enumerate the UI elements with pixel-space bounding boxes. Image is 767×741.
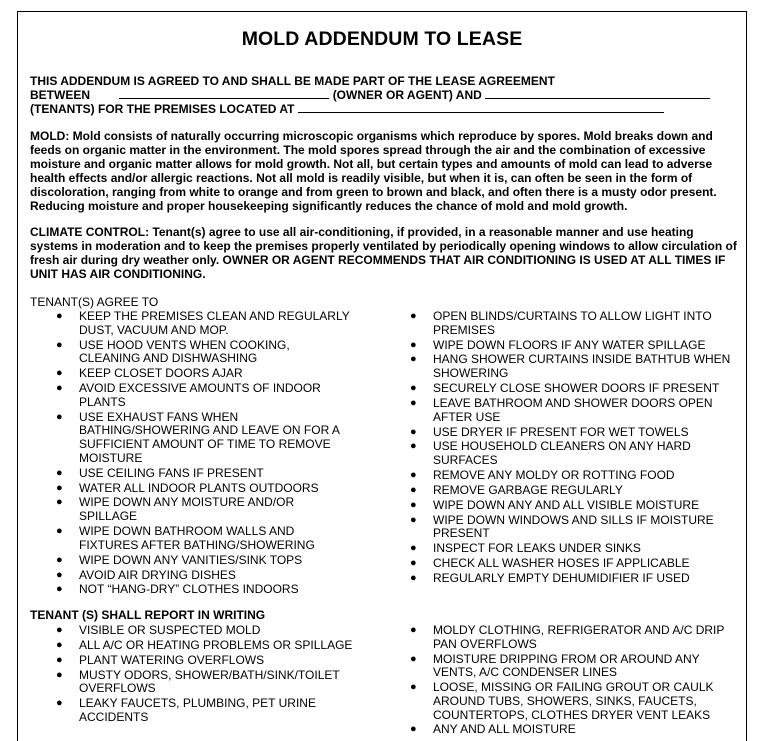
bullet-icon: ● <box>410 425 417 438</box>
list-item: ● KEEP THE PREMISES CLEAN AND REGULARLY DUST, VACUUM AND MOP. <box>56 309 350 337</box>
bullet-icon: ● <box>410 353 417 366</box>
bullet-icon: ● <box>56 568 63 581</box>
list-item: ● LOOSE, MISSING OR FAILING GROUT OR CAULK AROUND TUBS, SHOWERS, SINKS, FAUCETS, COUNTERTOPS, CLOTHES DRYER VENT LEAKS <box>410 680 714 722</box>
list-item: ● USE HOOD VENTS WHEN COOKING, CLEANING AND DISHWASHING <box>56 337 290 366</box>
bullet-icon: ● <box>56 310 63 322</box>
bullet-icon: ● <box>56 410 63 423</box>
list-item: ● USE EXHAUST FANS WHEN BATHING/SHOWERING AND LEAVE ON FOR A SUFFICIENT AMOUNT OF TIME TO REMOVE MOISTURE <box>56 409 340 465</box>
list-item: ● LEAVE BATHROOM AND SHOWER DOORS OPEN AFTER USE <box>410 395 713 424</box>
intro-line-1: THIS ADDENDUM IS AGREED TO AND SHALL BE MADE PART OF THE LEASE AGREEMENT <box>30 74 555 88</box>
bullet-icon: ● <box>410 723 417 736</box>
list-item: ● WIPE DOWN ANY MOISTURE AND/OR SPILLAGE <box>56 495 295 524</box>
list-item: ● REMOVE GARBAGE REGULARLY <box>410 482 623 497</box>
bullet-icon: ● <box>410 498 417 511</box>
list-item: ● MOLDY CLOTHING, REFRIGERATOR AND A/C DRIP PAN OVERFLOWS <box>410 623 725 651</box>
list-item: ● USE CEILING FANS IF PRESENT <box>56 465 264 480</box>
bullet-icon: ● <box>410 513 417 526</box>
list-item: ● SECURELY CLOSE SHOWER DOORS IF PRESENT <box>410 381 720 396</box>
premises-address-blank[interactable] <box>298 102 664 113</box>
bullet-icon: ● <box>56 697 63 710</box>
list-item: ● WIPE DOWN FLOORS IF ANY WATER SPILLAGE <box>410 337 706 352</box>
intro-line-2 <box>30 88 742 102</box>
owner-agent-label: (OWNER OR AGENT) AND <box>332 88 482 102</box>
list-item: ● CHECK ALL WASHER HOSES IF APPLICABLE <box>410 556 690 571</box>
bullet-icon: ● <box>56 638 63 651</box>
mold-paragraph: MOLD: Mold consists of naturally occurring microscopic organisms which reproduce by spores. Mold breaks down and feeds on organic matter in the environment. The mold spores spread through the air and the combination of excessive moisture and organic matter allows for mold growth. Not all, but certain types and amounts of mold can lead to adverse health effects and/or allergic reactions. Not all mold is readily visible, but when it is, can often be seen in the form of discoloration, ranging from white to orange and from green to brown and black, and often there is a musty odor present. Reducing moisture and proper housekeeping significantly reduces the chance of mold and mold growth. <box>30 129 717 213</box>
agree-list-right <box>410 309 738 587</box>
bullet-icon: ● <box>56 367 63 380</box>
list-item: ● HANG SHOWER CURTAINS INSIDE BATHTUB WHEN SHOWERING <box>410 352 731 381</box>
document-page <box>17 11 747 741</box>
list-item: ● OPEN BLINDS/CURTAINS TO ALLOW LIGHT INTO PREMISES <box>410 309 712 337</box>
list-item: ● VISIBLE OR SUSPECTED MOLD <box>56 623 261 637</box>
bullet-icon: ● <box>56 624 63 636</box>
bullet-icon: ● <box>410 483 417 496</box>
bullet-icon: ● <box>410 440 417 453</box>
bullet-icon: ● <box>56 583 63 596</box>
list-item: ● WATER ALL INDOOR PLANTS OUTDOORS <box>56 480 319 495</box>
list-item: ● AVOID AIR DRYING DISHES <box>56 567 236 582</box>
document-title: MOLD ADDENDUM TO LEASE <box>241 28 523 50</box>
list-item: ● NOT “HANG-DRY” CLOTHES INDOORS <box>56 582 299 597</box>
bullet-icon: ● <box>56 496 63 509</box>
bullet-icon: ● <box>56 466 63 479</box>
bullet-icon: ● <box>410 557 417 570</box>
intro-paragraph <box>30 74 742 116</box>
list-item: ● WIPE DOWN ANY VANITIES/SINK TOPS <box>56 552 303 567</box>
list-item: ● INSPECT FOR LEAKS UNDER SINKS <box>410 541 641 556</box>
bullet-icon: ● <box>56 481 63 494</box>
bullet-icon: ● <box>56 668 63 681</box>
bullet-icon: ● <box>410 310 417 322</box>
bullet-icon: ● <box>56 553 63 566</box>
bullet-icon: ● <box>410 396 417 409</box>
bullet-icon: ● <box>56 382 63 395</box>
tenant-report-heading: TENANT (S) SHALL REPORT IN WRITING <box>30 608 266 622</box>
bullet-icon: ● <box>56 653 63 666</box>
intro-line-3 <box>30 102 742 116</box>
list-item: ● WIPE DOWN WINDOWS AND SILLS IF MOISTURE PRESENT <box>410 512 714 541</box>
bullet-icon: ● <box>410 652 417 665</box>
agree-list-left <box>56 309 354 598</box>
bullet-icon: ● <box>410 338 417 351</box>
list-item: ● WIPE DOWN BATHROOM WALLS AND FIXTURES AFTER BATHING/SHOWERING <box>56 524 315 552</box>
list-item: ● ANY AND ALL MOISTURE <box>410 722 576 737</box>
bullet-icon: ● <box>410 382 417 395</box>
between-label: BETWEEN <box>30 88 90 102</box>
report-list-right <box>410 623 738 738</box>
tenants-premises-label: (TENANTS) FOR THE PREMISES LOCATED AT <box>30 102 295 116</box>
list-item: ● LEAKY FAUCETS, PLUMBING, PET URINE ACCIDENTS <box>56 696 316 724</box>
bullet-icon: ● <box>410 624 417 636</box>
list-item: ● AVOID EXCESSIVE AMOUNTS OF INDOOR PLANTS <box>56 381 321 409</box>
owner-name-blank[interactable] <box>119 88 329 99</box>
list-item: ● WIPE DOWN ANY AND ALL VISIBLE MOISTURE <box>410 497 700 512</box>
list-item: ● MUSTY ODORS, SHOWER/BATH/SINK/TOILET OVERFLOWS <box>56 667 340 696</box>
bullet-icon: ● <box>56 525 63 538</box>
climate-control-paragraph: CLIMATE CONTROL: Tenant(s) agree to use all air-conditioning, if provided, in a reasonable manner and use heating systems in moderation and to keep the premises properly ventilated by periodically opening windows to allow circulation of fresh air during dry weather only. OWNER OR AGENT RECOMMENDS THAT AIR CONDITIONING IS USED AT ALL TIMES IF UNIT HAS AIR CONDITIONING. <box>30 225 737 281</box>
bullet-icon: ● <box>410 469 417 482</box>
tenant-name-blank[interactable] <box>485 88 710 99</box>
list-item: ● MOISTURE DRIPPING FROM OR AROUND ANY VENTS, A/C CONDENSER LINES <box>410 651 700 680</box>
list-item: ● ALL A/C OR HEATING PROBLEMS OR SPILLAGE <box>56 637 353 652</box>
list-item: ● KEEP CLOSET DOORS AJAR <box>56 366 243 381</box>
list-item: ● REGULARLY EMPTY DEHUMIDIFIER IF USED <box>410 571 690 586</box>
bullet-icon: ● <box>56 338 63 351</box>
tenant-agree-heading: TENANT(S) AGREE TO <box>30 295 159 309</box>
list-item: ● REMOVE ANY MOLDY OR ROTTING FOOD <box>410 468 675 483</box>
bullet-icon: ● <box>410 572 417 585</box>
list-item: ● PLANT WATERING OVERFLOWS <box>56 652 265 667</box>
bullet-icon: ● <box>410 681 417 694</box>
list-item: ● USE DRYER IF PRESENT FOR WET TOWELS <box>410 424 689 439</box>
bullet-icon: ● <box>410 542 417 555</box>
list-item: ● USE HOUSEHOLD CLEANERS ON ANY HARD SURFACES <box>410 439 691 468</box>
report-list-left <box>56 623 354 726</box>
